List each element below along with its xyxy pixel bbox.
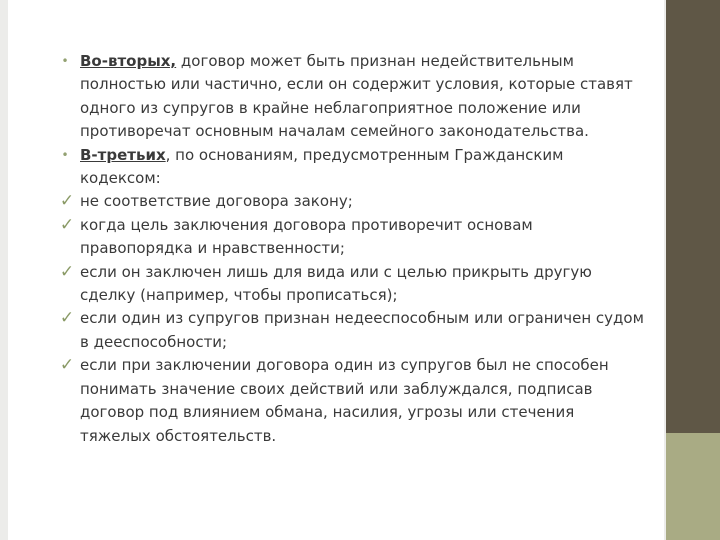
item-text: если он заключен лишь для вида или с целью прикрыть другую сделку (например, чтобы прописаться); — [80, 262, 592, 305]
item-text: если один из супругов признан недееспособным или ограничен судом в дееспособности; — [80, 309, 644, 351]
list-item — [54, 354, 648, 448]
item-text: если при заключении договора один из супругов был не способен понимать значение своих действий или заблуждался, подписав договор под влиянием обмана, насилия, угрозы или стечения тяжелых обстоятельств. — [80, 356, 609, 445]
list-item-third — [54, 144, 648, 191]
checkmark-icon: ✓ — [59, 261, 75, 282]
text-block — [54, 50, 648, 448]
list-item — [54, 261, 648, 308]
bullet-icon: • — [61, 147, 69, 162]
bullet-icon: • — [61, 54, 69, 68]
checkmark-icon: ✓ — [59, 355, 75, 376]
list-item — [54, 307, 648, 354]
decorative-band-dark — [666, 0, 720, 433]
decorative-band-light — [666, 433, 720, 540]
item-text: не соответствие договора закону; — [80, 192, 353, 211]
checkmark-icon: ✓ — [59, 308, 75, 329]
content-panel — [8, 0, 664, 540]
list-item-second — [54, 50, 648, 144]
item-lead: В-третьих — [80, 145, 166, 164]
list-item — [54, 190, 648, 213]
item-text: договор может быть признан недействительным полностью или частично, если он содержит условия, которые ставят одного из супругов в крайне неблагоприятное положение или противоречат основным началам семейного законодательства. — [80, 52, 633, 141]
item-text: когда цель заключения договора противоречит основам правопорядка и нравственности; — [80, 215, 533, 258]
checkmark-icon: ✓ — [59, 214, 75, 235]
checkmark-icon: ✓ — [59, 191, 75, 212]
item-text: , по основаниям, предусмотренным Гражданским кодексом: — [80, 145, 564, 188]
list-item — [54, 214, 648, 261]
item-lead: Во-вторых, — [80, 52, 177, 70]
